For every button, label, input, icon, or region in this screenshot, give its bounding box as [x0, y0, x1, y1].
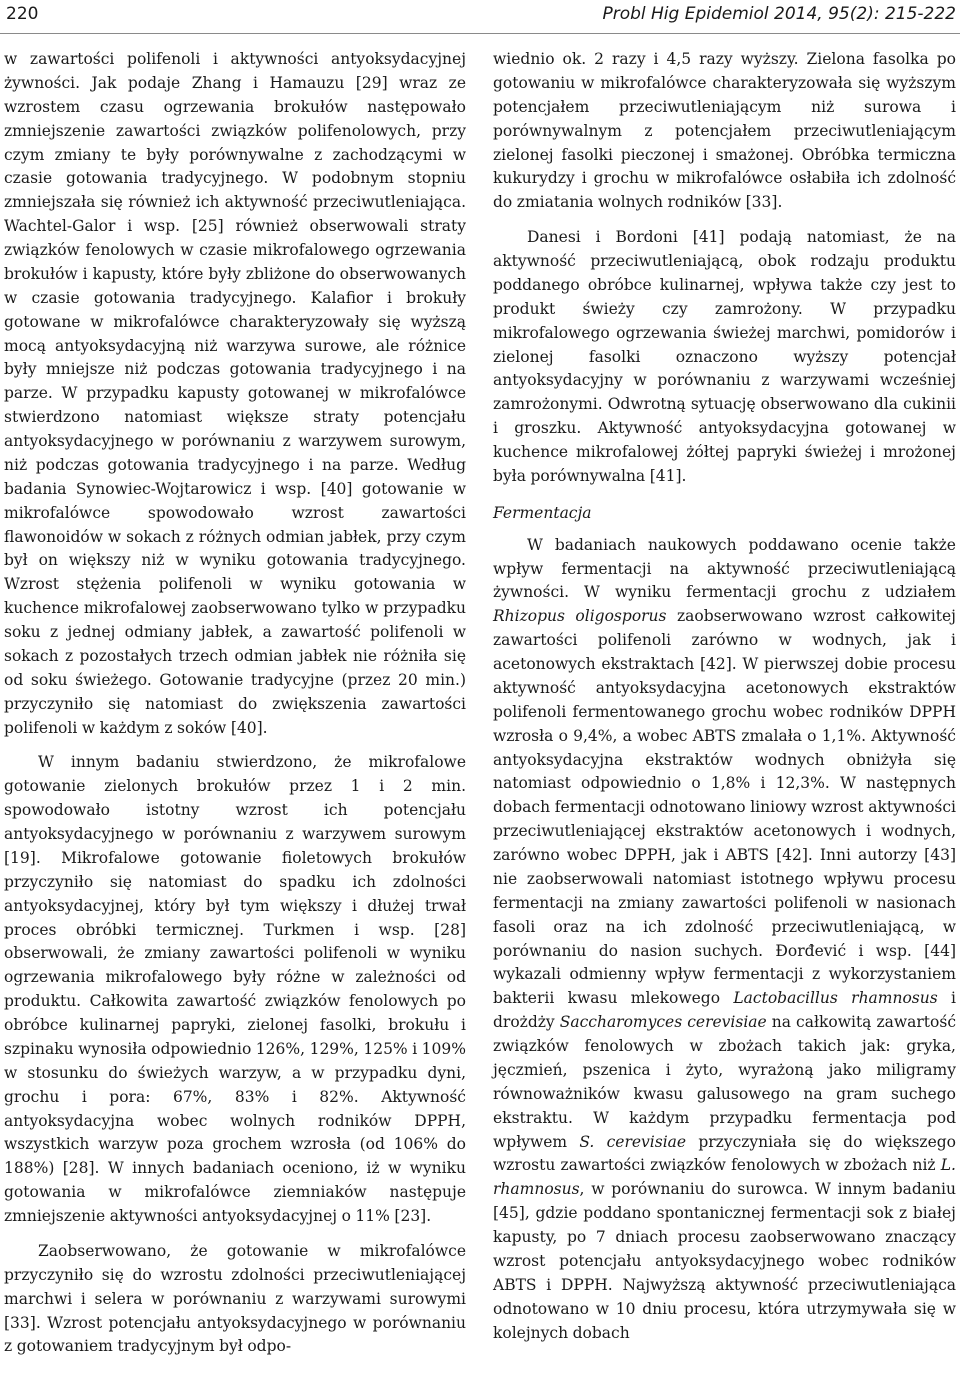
text-run: na całkowitą zawartość związków fenolowych w zbożach takich jak: gryka, jęczmień, pszenica i żyto, wyrażoną jako miligramy równoważników kwasu galusowego na gram suchego ekstraktu. W każdym przypadku fermentacja pod wpływem: [493, 1013, 956, 1151]
page-number: 220: [6, 4, 39, 24]
species-name: L. rhamnosus: [493, 1156, 956, 1199]
paragraph: [493, 534, 956, 1346]
text-run: W badaniach naukowych poddawano ocenie także wpływ fermentacji na aktywność przeciwutleniającą żywności. W wyniku fermentacji grochu z udziałem: [493, 535, 956, 602]
species-name: S. cerevisiae: [579, 1132, 687, 1151]
paragraph: Danesi i Bordoni [41] podają natomiast, że na aktywność przeciwutleniającą, obok rodzaju produktu poddanego obróbce kulinarnej, wpływa także czy jest to produkt świeży czy zamrożony. W przypadku mikrofalowego ogrzewania świeżej marchwi, pomidorów i zielonej fasolki oznaczono wyższy potencjał antyoksydacyjny w porównaniu z warzywami wcześniej zamrożonymi. Odwrotną sytuację obserwowano dla cukinii i groszku. Aktywność antyoksydacyjna gotowanej w kuchence mikrofalowej żółtej papryki świeżej i mrożonej była porównywalna [41].: [493, 228, 956, 485]
left-column: [4, 48, 466, 1359]
paragraph: Zaobserwowano, że gotowanie w mikrofalówce przyczyniło się do wzrostu zdolności przeciwutleniającej marchwi i selera w porównaniu z warzywami surowymi [33]. Wzrost potencjału antyoksydacyjnego w porównaniu z gotowaniem tradycyjnym był odpo-: [4, 1241, 466, 1356]
paragraph: wiednio ok. 2 razy i 4,5 razy wyższy. Zielona fasolka po gotowaniu w mikrofalówce charakteryzowała się wyższym potencjałem przeciwutleniającym niż surowa i porównywalnym z potencjałem przeciwutleniającym zielonej fasolki pieczonej i smażonej. Obróbka termiczna kukurydzy i grochu w mikrofalówce osłabiła ich zdolność do zmiatania wolnych rodników [33].: [493, 50, 956, 212]
paragraph: W innym badaniu stwierdzono, że mikrofalowe gotowanie zielonych brokułów przez 1 i 2 min. spowodowało istotny wzrost ich potencjału antyoksydacyjnego w porównaniu z warzywem surowym [19]. Mikrofalowe gotowanie fioletowych brokułów przyczyniło się natomiast do spadku ich zdolności antyoksydacyjnej, który był tym większy i dłużej trwał proces obróbki termicznej. Turkmen i wsp. [28] obserwowali, że zmiany zawartości polifenoli w wyniku ogrzewania mikrofalowego były różne w zależności od produktu. Całkowita zawartość związków fenolowych po obróbce kulinarnej papryki, zielonej fasolki, brokułu i szpinaku wynosiła odpowiednio 126%, 129%, 125% i 109% w stosunku do świeżych warzyw, a w przypadku dyni, grochu i pora: 67%, 83% i 82%. Aktywność antyoksydacyjna wobec wolnych rodników DPPH, wszystkich warzyw poza grochem wzrosła (od 106% do 188%) [28]. W innych badaniach oceniono, iż w wyniku gotowania w mikrofalówce ziemniaków następuje zmniejszenie aktywności antyoksydacyjnej o 11% [23].: [4, 753, 466, 1225]
right-column: [493, 48, 956, 1345]
species-name: Lactobacillus rhamnosus: [733, 989, 938, 1008]
paragraph: w zawartości polifenoli i aktywności antyoksydacyjnej żywności. Jak podaje Zhang i Hamauzu [29] wraz ze wzrostem czasu ogrzewania brokułów następowało zmniejszenie zawartości związków polifenolowych, przy czym zmiany te były porównywalne z zachodzącymi w czasie gotowania tradycyjnego. W podobnym stopniu zmniejszała się również ich aktywność przeciwutleniająca. Wachtel-Galor i wsp. [25] również obserwowali straty związków fenolowych w czasie mikrofalowego ogrzewania brokułów i kapusty, które były zbliżone do obserwowanych w czasie gotowania tradycyjnego. Kalafior i brokuły gotowane w mikrofalówce charakteryzowały się wyższą mocą antyoksydacyjną niż warzywa surowe, ale różnice były mniejsze niż podczas gotowania tradycyjnego i na parze. W przypadku kapusty gotowanej w mikrofalówce stwierdzono natomiast większe straty potencjału antyoksydacyjnego w porównaniu z warzywem surowym, niż podczas gotowania tradycyjnego i na parze. Według badania Synowiec-Wojtarowicz i wsp. [40] gotowanie w mikrofalówce spowodowało wzrost zawartości flawonoidów w sokach z różnych odmian jabłek, przy czym był on większy niż w wyniku gotowania tradycyjnego. Wzrost stężenia polifenoli w wyniku gotowania w kuchence mikrofalowej zaobserwowano tylko w przypadku soku z jednej odmiany jabłek, a zawartość polifenoli w sokach z pozostałych trzech odmian jabłek nie różniła się od soku świeżego. Gotowanie tradycyjne (przez 20 min.) przyczyniło się natomiast do zwiększenia zawartości polifenoli w każdym z soków [40].: [4, 50, 466, 737]
text-run: , w porównaniu do surowca. W innym badaniu [45], gdzie poddano spontanicznej fermentacji sok z białej kapusty, po 7 dniach procesu zaobserwowano znaczący wzrost potencjału antyoksydacyjnego wobec rodników ABTS i DPPH. Najwyższą aktywność przeciwutleniająca odnotowano w 10 dniu procesu, która utrzymywała się w kolejnych dobach: [493, 1180, 956, 1342]
journal-reference: Probl Hig Epidemiol 2014, 95(2): 215-222: [602, 4, 956, 24]
text-run: i drożdży: [493, 989, 956, 1032]
species-name: Rhizopus oligosporus: [493, 607, 667, 626]
text-run: przyczyniała się do większego wzrostu zawartości związków fenolowych w zbożach niż: [493, 1132, 957, 1175]
text-run: zaobserwowano wzrost całkowitej zawartości polifenoli zarówno w wodnych, jak i acetonowych ekstraktach [42]. W pierwszej dobie procesu aktywność antyoksydacyjna acetonowych ekstraktów polifenoli fermentowanego grochu wobec rodników DPPH wzrosła o 9,4%, a wobec ABTS zmalała o 1,1%. Aktywność antyoksydacyjna ekstraktów wodnych obniżyła się natomiast odpowiednio o 1,8% i 12,3%. W następnych dobach fermentacji odnotowano liniowy wzrost aktywności przeciwutleniającej ekstraktów acetonowych i wodnych, zarówno wobec DPPH, jak i ABTS [42]. Inni autorzy [43] nie zaobserwowali natomiast istotnego wpływu procesu fermentacji na zmiany zawartości polifenoli w nasionach fasoli oraz na ich zdolność przeciwutleniającą, w porównaniu do nasion suchych. Đorđević i wsp. [44] wykazali odmienny wpływ fermentacji z wykorzystaniem bakterii kwasu mlekowego: [493, 607, 956, 1008]
species-name: Saccharomyces cerevisiae: [559, 1013, 767, 1032]
page-header: [0, 0, 960, 34]
section-heading: Fermentacja: [493, 503, 592, 522]
